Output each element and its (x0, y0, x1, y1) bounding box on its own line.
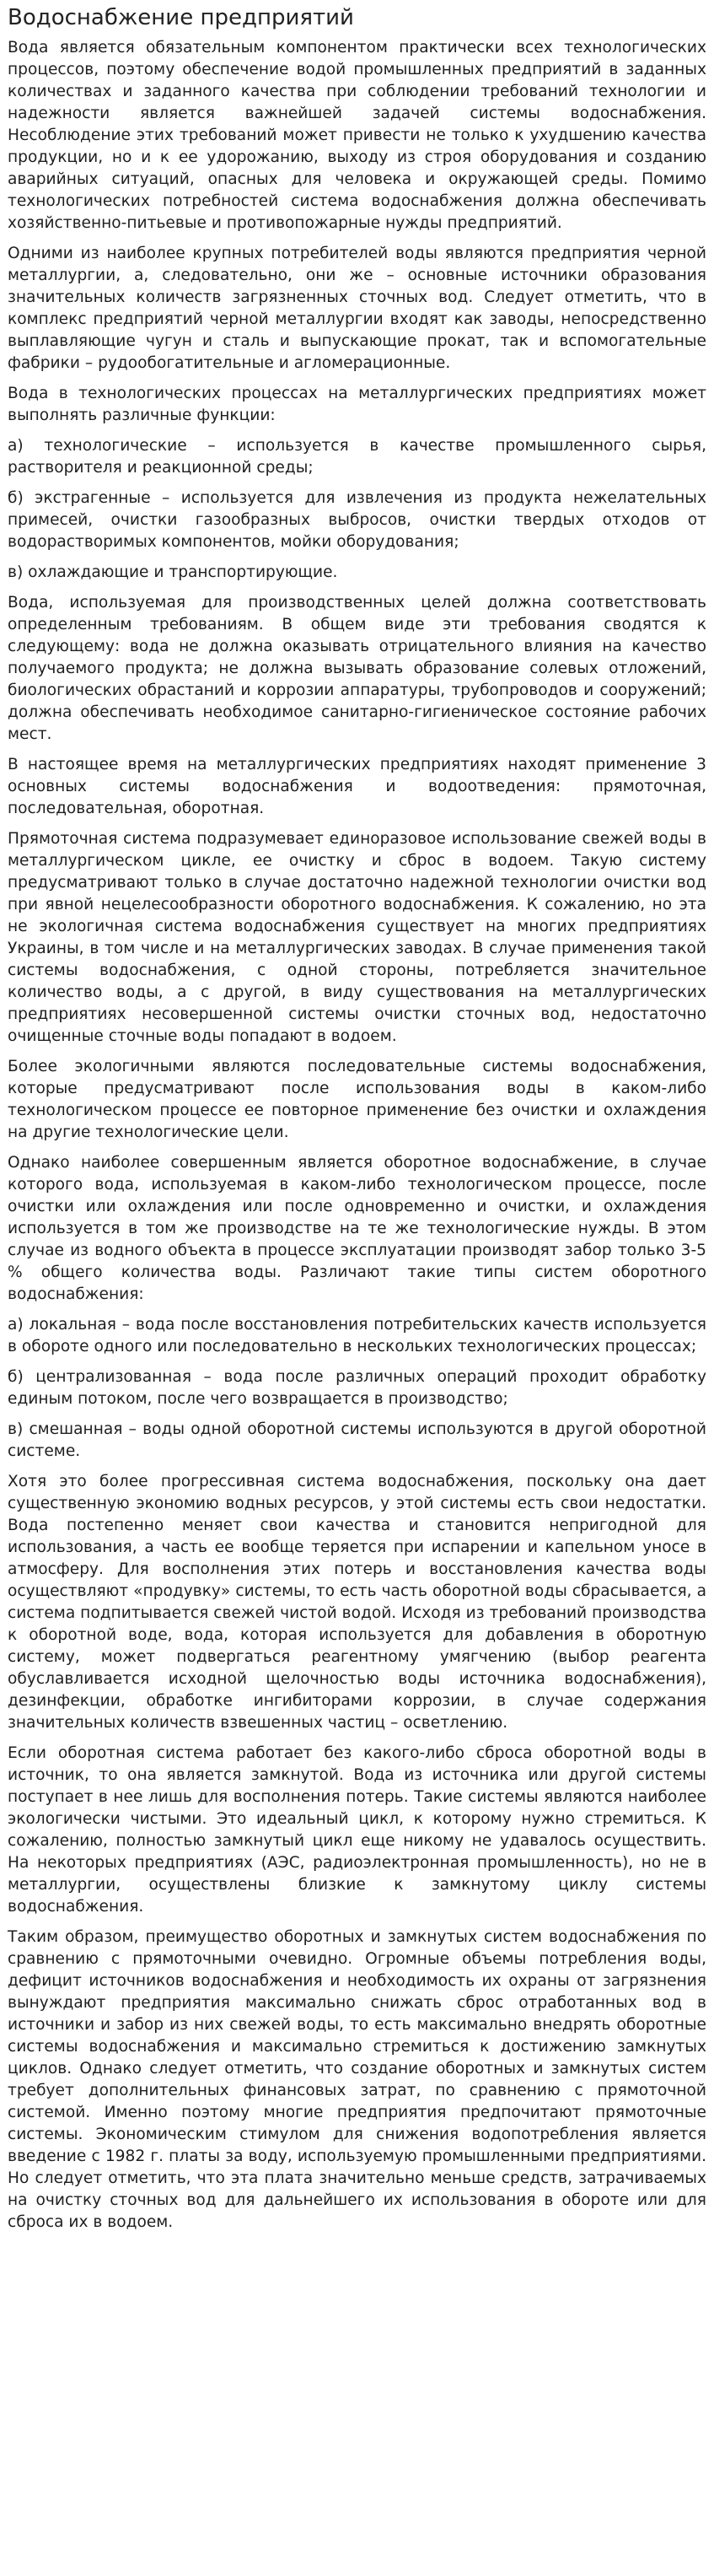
paragraph-drawbacks: Хотя это более прогрессивная система водоснабжения, поскольку она дает существенную экономию водных ресурсов, у этой системы есть свои недостатки. Вода постепенно меняет свои качества и становится непригодной для использования, а часть ее вообще теряется при испарении и капельном уносе в атмосферу. Для восполнения этих потерь и восстановления качества воды осуществляют «продувку» системы, то есть часть оборотной воды сбрасывается, а система подпитывается свежей чистой водой. Исходя из требований производства к оборотной воде, вода, которая используется для добавления в оборотную систему, может подвергаться реагентному умягчению (выбор реагента обуславливается исходной щелочностью воды источника водоснабжения), дезинфекции, обработке ингибиторами коррозии, в случае содержания значительных количеств взвешенных частиц – осветлению. (8, 1473, 706, 1732)
page-title: Водоснабжение предприятий (8, 5, 354, 30)
list-item-centralized: б) централизованная – вода после различных операций проходит обработку единым потоком, после чего возвращается в производство; (8, 1368, 706, 1408)
list-item-cooling: в) охлаждающие и транспортирующие. (8, 563, 338, 581)
paragraph-intro: Вода является обязательным компонентом практически всех технологических процессов, поэтому обеспечение водой промышленных предприятий в заданных количествах и заданного качества при соблюдении требований технологии и надежности является важнейшей задачей системы водоснабжения. Несоблюдение этих требований может привести не только к ухудшению качества продукции, но и к ее удорожанию, выходу из строя оборудования и созданию аварийных ситуаций, опасных для человека и окружающей среды. Помимо технологических потребностей система водоснабжения должна обеспечивать хозяйственно-питьевые и противопожарные нужды предприятий. (8, 39, 706, 232)
list-item-mixed: в) смешанная – воды одной оборотной системы используются в другой оборотной системе. (8, 1420, 706, 1460)
paragraph-three-systems: В настоящее время на металлургических предприятиях находят применение 3 основных системы водоснабжения и водоотведения: прямоточная, последовательная, оборотная. (8, 756, 706, 817)
paragraph-direct-flow: Прямоточная система подразумевает единоразовое использование свежей воды в металлургическом цикле, ее очистку и сброс в водоем. Такую систему предусматривают только в случае достаточно надежной технологии очистки вод при явной нецелесообразности оборотного водоснабжения. К сожалению, но эта не экологичная система водоснабжения существует на многих предприятиях Украины, в том числе и на металлургических заводах. В случае применения такой системы водоснабжения, с одной стороны, потребляется значительное количество воды, а с другой, в виду существования на металлургических предприятиях несовершенной системы очистки сточных вод, недостаточно очищенные сточные воды попадают в водоем. (8, 830, 706, 1045)
paragraph-conclusion: Таким образом, преимущество оборотных и замкнутых систем водоснабжения по сравнению с прямоточными очевидно. Огромные объемы потребления воды, дефицит источников водоснабжения и необходимость их охраны от загрязнения вынуждают предприятия максимально снижать сброс отработанных вод в источники и забор из них свежей воды, то есть максимально внедрять оборотные системы водоснабжения и максимально стремиться к достижению замкнутых циклов. Однако следует отметить, что создание оборотных и замкнутых систем требует дополнительных финансовых затрат, по сравнению с прямоточной системой. Именно поэтому многие предприятия предпочитают прямоточные системы. Экономическим стимулом для снижения водопотребления является введение с 1982 г. платы за воду, используемую промышленными предприятиями. Но следует отметить, что эта плата значительно меньше средств, затрачиваемых на очистку сточных вод для дальнейшего их использования в обороте или для сброса их в водоем. (8, 1928, 706, 2231)
paragraph-closed-system: Если оборотная система работает без какого-либо сброса оборотной воды в источник, то она является замкнутой. Вода из источника или другой системы поступает в нее лишь для восполнения потерь. Такие системы являются наиболее экологически чистыми. Это идеальный цикл, к которому нужно стремиться. К сожалению, полностью замкнутый цикл еще никому не удавалось осуществить. На некоторых предприятиях (АЭС, радиоэлектронная промышленность), но не в металлургии, осуществлены близкие к замкнутому циклу системы водоснабжения. (8, 1744, 706, 1916)
paragraph-sequential: Более экологичными являются последовательные системы водоснабжения, которые предусматривают после использования воды в каком-либо технологическом процессе ее повторное применение без очистки и охлаждения на другие технологические цели. (8, 1058, 706, 1141)
list-item-technological: а) технологические – используется в качестве промышленного сырья, растворителя и реакционной среды; (8, 437, 706, 477)
paragraph-requirements: Вода, используемая для производственных целей должна соответствовать определенным требованиям. В общем виде эти требования сводятся к следующему: вода не должна оказывать отрицательного влияния на качество получаемого продукта; не должна вызывать образование солевых отложений, биологических обрастаний и коррозии аппаратуры, трубопроводов и сооружений; должна обеспечивать необходимое санитарно-гигиеническое состояние рабочих мест. (8, 594, 706, 743)
paragraph-ferrous-metallurgy: Одними из наиболее крупных потребителей воды являются предприятия черной металлургии, а, следовательно, они же – основные источники образования значительных количеств загрязненных сточных вод. Следует отметить, что в комплекс предприятий черной металлургии входят как заводы, непосредственно выплавляющие чугун и сталь и выпускающие прокат, так и вспомогательные фабрики – рудообогатительные и агломерационные. (8, 245, 706, 372)
paragraph-recirculating: Однако наиболее совершенным является оборотное водоснабжение, в случае которого вода, используемая в каком-либо технологическом процессе, после очистки или охлаждения или после одновременно и очистки, и охлаждения используется в том же производстве на те же технологические нужды. В этом случае из водного объекта в процессе эксплуатации производят забор только 3-5 % общего количества воды. Различают такие типы систем оборотного водоснабжения: (8, 1154, 706, 1303)
paragraph-water-functions: Вода в технологических процессах на металлургических предприятиях может выполнять различные функции: (8, 385, 706, 424)
list-item-local: а) локальная – вода после восстановления потребительских качеств используется в обороте одного или последовательно в нескольких технологических процессах; (8, 1316, 706, 1355)
list-item-extraction: б) экстрагенные – используется для извлечения из продукта нежелательных примесей, очистки газообразных выбросов, очистки твердых отходов от водорастворимых компонентов, мойки оборудования; (8, 489, 706, 551)
